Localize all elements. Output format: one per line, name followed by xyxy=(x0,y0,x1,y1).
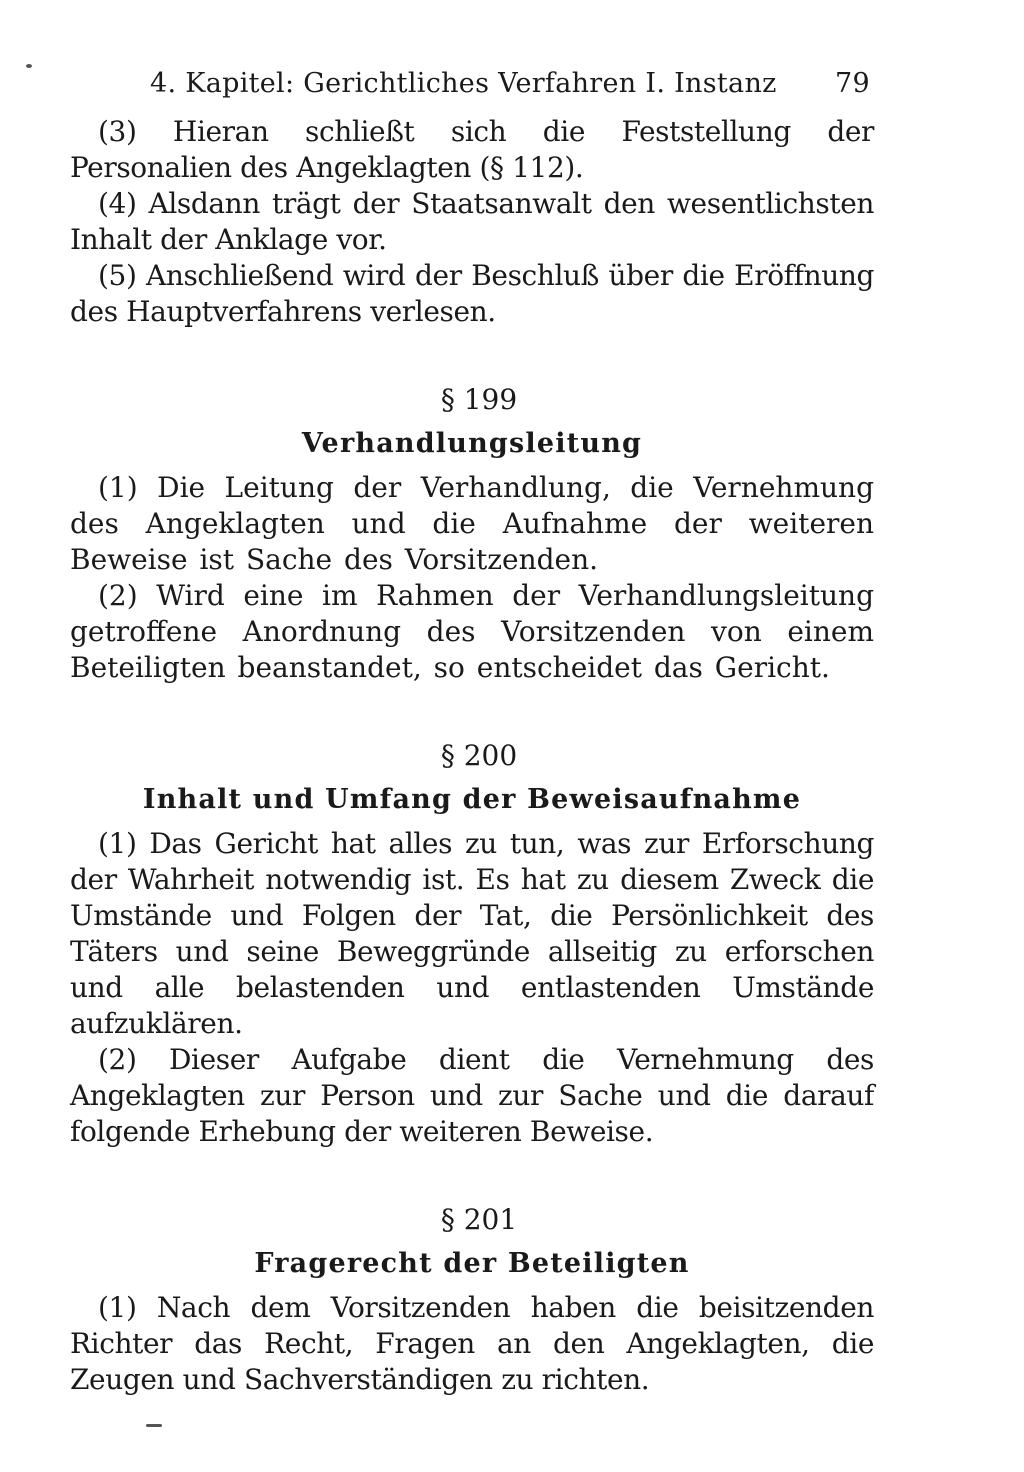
section-paragraph: (2) Wird eine im Rahmen der Verhandlungsleitung getroffene Anordnung des Vorsitzenden von einem Beteiligten beanstandet, so entscheidet das Gericht. xyxy=(70,579,874,684)
paragraph-4: (4) Alsdann trägt der Staatsanwalt den wesentlichsten Inhalt der Anklage vor. xyxy=(70,187,874,256)
section-number: § 200 xyxy=(440,739,518,772)
section-199 xyxy=(70,382,874,686)
scan-speck xyxy=(26,64,32,68)
section-paragraph: (1) Das Gericht hat alles zu tun, was zur Erforschung der Wahrheit notwendig ist. Es hat zu diesem Zweck die Umstände und Folgen der Tat, die Persönlichkeit des Täters und seine Beweggründe allseitig zu erforschen und alle belastenden und entlastenden Umstände aufzuklären. xyxy=(70,827,874,1040)
section-paragraph: (2) Dieser Aufgabe dient die Vernehmung des Angeklagten zur Person und zur Sache und die darauf folgende Erhebung der weiteren Beweise. xyxy=(70,1043,874,1148)
section-paragraph: (1) Die Leitung der Verhandlung, die Vernehmung des Angeklagten und die Aufnahme der weiteren Beweise ist Sache des Vorsitzenden. xyxy=(70,471,874,576)
intro-block xyxy=(70,114,874,330)
document-page xyxy=(70,68,874,1398)
paragraph-3: (3) Hieran schließt sich die Feststellung der Personalien des Angeklagten (§ 112). xyxy=(70,115,874,184)
section-title: Verhandlungsleitung xyxy=(301,428,643,459)
page-number: 79 xyxy=(835,68,870,99)
section-201 xyxy=(70,1202,874,1398)
paragraph-5: (5) Anschließend wird der Beschluß über die Eröffnung des Hauptverfahrens verlesen. xyxy=(70,259,874,328)
scan-speck xyxy=(146,1424,162,1427)
section-title: Fragerecht der Beteiligten xyxy=(254,1248,690,1279)
section-number: § 201 xyxy=(440,1203,518,1236)
section-200 xyxy=(70,738,874,1150)
section-number: § 199 xyxy=(440,383,518,416)
chapter-title: 4. Kapitel: Gerichtliches Verfahren I. Instanz xyxy=(150,68,777,99)
section-title: Inhalt und Umfang der Beweisaufnahme xyxy=(142,784,802,815)
running-header xyxy=(70,68,874,114)
section-paragraph: (1) Nach dem Vorsitzenden haben die beisitzenden Richter das Recht, Fragen an den Angeklagten, die Zeugen und Sachverständigen zu richten. xyxy=(70,1291,874,1396)
